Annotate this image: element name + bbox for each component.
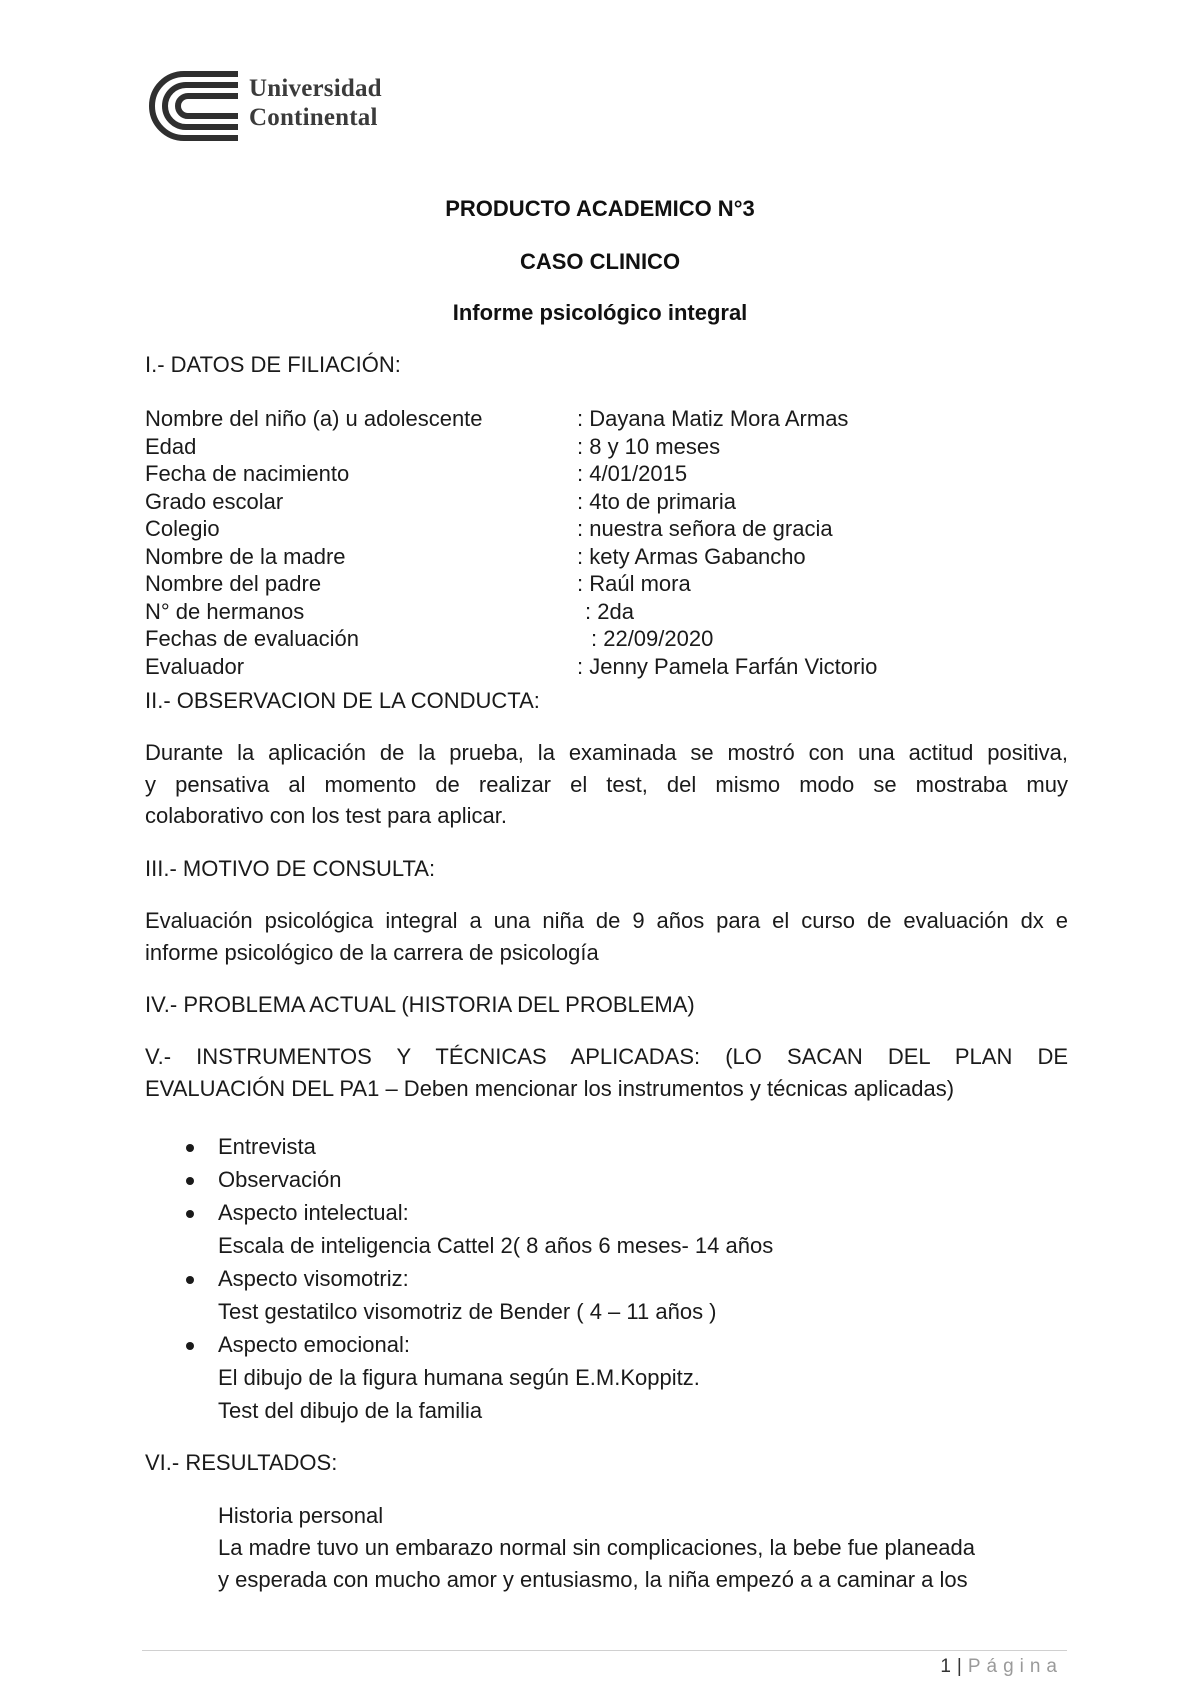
paragraph-line: Evaluación psicológica integral a una niña de 9 años para el curso de evaluación dx e bbox=[145, 908, 1068, 933]
section-3-heading: III.- MOTIVO DE CONSULTA: bbox=[145, 856, 436, 881]
list-item-detail: El dibujo de la figura humana según E.M.Koppitz. bbox=[218, 1365, 700, 1390]
paragraph-line: y pensativa al momento de realizar el test, del mismo modo se mostraba muy bbox=[145, 771, 1068, 797]
field-value: : 8 y 10 meses bbox=[577, 433, 721, 459]
field-value: : 22/09/2020 bbox=[591, 626, 714, 651]
consultation-paragraph bbox=[145, 905, 1068, 968]
field-label: Colegio bbox=[145, 516, 220, 541]
list-item-title: Observación bbox=[218, 1167, 342, 1192]
history-subheading: Historia personal bbox=[218, 1503, 384, 1528]
section-4-heading: IV.- PROBLEMA ACTUAL (HISTORIA DEL PROBLEMA) bbox=[145, 992, 695, 1017]
bullet-icon bbox=[186, 1342, 194, 1350]
logo-line-1: Universidad bbox=[249, 75, 382, 102]
bullet-icon bbox=[186, 1210, 194, 1218]
paragraph-line: y esperada con mucho amor y entusiasmo, la niña empezó a a caminar a los bbox=[218, 1567, 968, 1592]
university-logo-mark-icon bbox=[146, 70, 242, 142]
field-label: Edad bbox=[145, 433, 197, 459]
section-2-heading: II.- OBSERVACION DE LA CONDUCTA: bbox=[145, 688, 540, 713]
footer-separator: | bbox=[956, 1656, 962, 1677]
field-label: Evaluador bbox=[145, 653, 245, 679]
observation-paragraph bbox=[145, 737, 1068, 832]
list-item-title: Aspecto visomotriz: bbox=[218, 1266, 409, 1291]
list-item-title: Entrevista bbox=[218, 1134, 316, 1159]
list-item-detail: Escala de inteligencia Cattel 2( 8 años 6 meses- 14 años bbox=[218, 1233, 774, 1258]
page-number: 1 bbox=[940, 1656, 951, 1677]
field-label: Grado escolar bbox=[145, 488, 284, 514]
document-title: PRODUCTO ACADEMICO N°3 bbox=[445, 196, 755, 221]
paragraph-line: La madre tuvo un embarazo normal sin complicaciones, la bebe fue planeada bbox=[218, 1535, 976, 1560]
field-value: : Raúl mora bbox=[577, 571, 691, 596]
paragraph-line: colaborativo con los test para aplicar. bbox=[145, 803, 507, 828]
field-label: Nombre de la madre bbox=[145, 543, 346, 569]
list-item bbox=[145, 1328, 773, 1427]
section-6-heading: VI.- RESULTADOS: bbox=[145, 1450, 338, 1475]
bullet-icon bbox=[186, 1144, 194, 1152]
field-value: : Jenny Pamela Farfán Victorio bbox=[577, 653, 878, 679]
section-5-heading bbox=[145, 1041, 1068, 1104]
field-value: : 4to de primaria bbox=[577, 488, 736, 514]
field-row bbox=[145, 625, 1065, 653]
list-item-detail: Test gestatilco visomotriz de Bender ( 4 – 11 años ) bbox=[218, 1299, 717, 1324]
page-label: Página bbox=[967, 1656, 1063, 1677]
bullet-icon bbox=[186, 1177, 194, 1185]
list-item bbox=[145, 1196, 773, 1262]
logo-line-2: Continental bbox=[249, 104, 378, 131]
field-value: : kety Armas Gabancho bbox=[577, 543, 806, 569]
heading-line: EVALUACIÓN DEL PA1 – Deben mencionar los instrumentos y técnicas aplicadas) bbox=[145, 1075, 955, 1101]
field-row bbox=[145, 570, 1065, 598]
list-item-title: Aspecto intelectual: bbox=[218, 1200, 409, 1225]
document-subtitle: CASO CLINICO bbox=[519, 249, 681, 274]
field-label: Fecha de nacimiento bbox=[145, 461, 350, 486]
field-label: N° de hermanos bbox=[145, 598, 305, 624]
instruments-list bbox=[145, 1130, 773, 1427]
section-1-heading: I.- DATOS DE FILIACIÓN: bbox=[145, 352, 401, 377]
report-title: Informe psicológico integral bbox=[452, 300, 748, 325]
paragraph-line: informe psicológico de la carrera de psicología bbox=[145, 939, 599, 965]
field-row bbox=[145, 460, 1065, 488]
list-item bbox=[145, 1163, 773, 1196]
field-row bbox=[145, 653, 1065, 681]
field-value: : 4/01/2015 bbox=[577, 461, 688, 486]
university-logo-text bbox=[249, 74, 382, 132]
field-label: Nombre del padre bbox=[145, 571, 322, 596]
list-item-detail: Test del dibujo de la familia bbox=[218, 1398, 483, 1423]
field-row bbox=[145, 488, 1065, 516]
bullet-icon bbox=[186, 1276, 194, 1284]
field-value: : Dayana Matiz Mora Armas bbox=[577, 406, 849, 431]
field-row bbox=[145, 598, 1065, 626]
list-item bbox=[145, 1262, 773, 1328]
field-row bbox=[145, 433, 1065, 461]
university-logo bbox=[146, 70, 406, 142]
heading-line: V.- INSTRUMENTOS Y TÉCNICAS APLICADAS: (LO SACAN DEL PLAN DE bbox=[145, 1044, 1068, 1069]
list-item-title: Aspecto emocional: bbox=[218, 1332, 410, 1357]
page-footer bbox=[940, 1656, 1063, 1678]
field-row bbox=[145, 515, 1065, 543]
field-row bbox=[145, 543, 1065, 571]
personal-history bbox=[218, 1500, 1068, 1596]
filiation-fields bbox=[145, 405, 1065, 680]
paragraph-line: Durante la aplicación de la prueba, la examinada se mostró con una actitud positiva, bbox=[145, 740, 1068, 765]
footer-divider bbox=[142, 1650, 1067, 1651]
field-value: : nuestra señora de gracia bbox=[577, 516, 833, 541]
field-label: Nombre del niño (a) u adolescente bbox=[145, 406, 483, 431]
field-value: : 2da bbox=[585, 598, 634, 624]
field-label: Fechas de evaluación bbox=[145, 626, 360, 651]
list-item bbox=[145, 1130, 773, 1163]
field-row bbox=[145, 405, 1065, 433]
